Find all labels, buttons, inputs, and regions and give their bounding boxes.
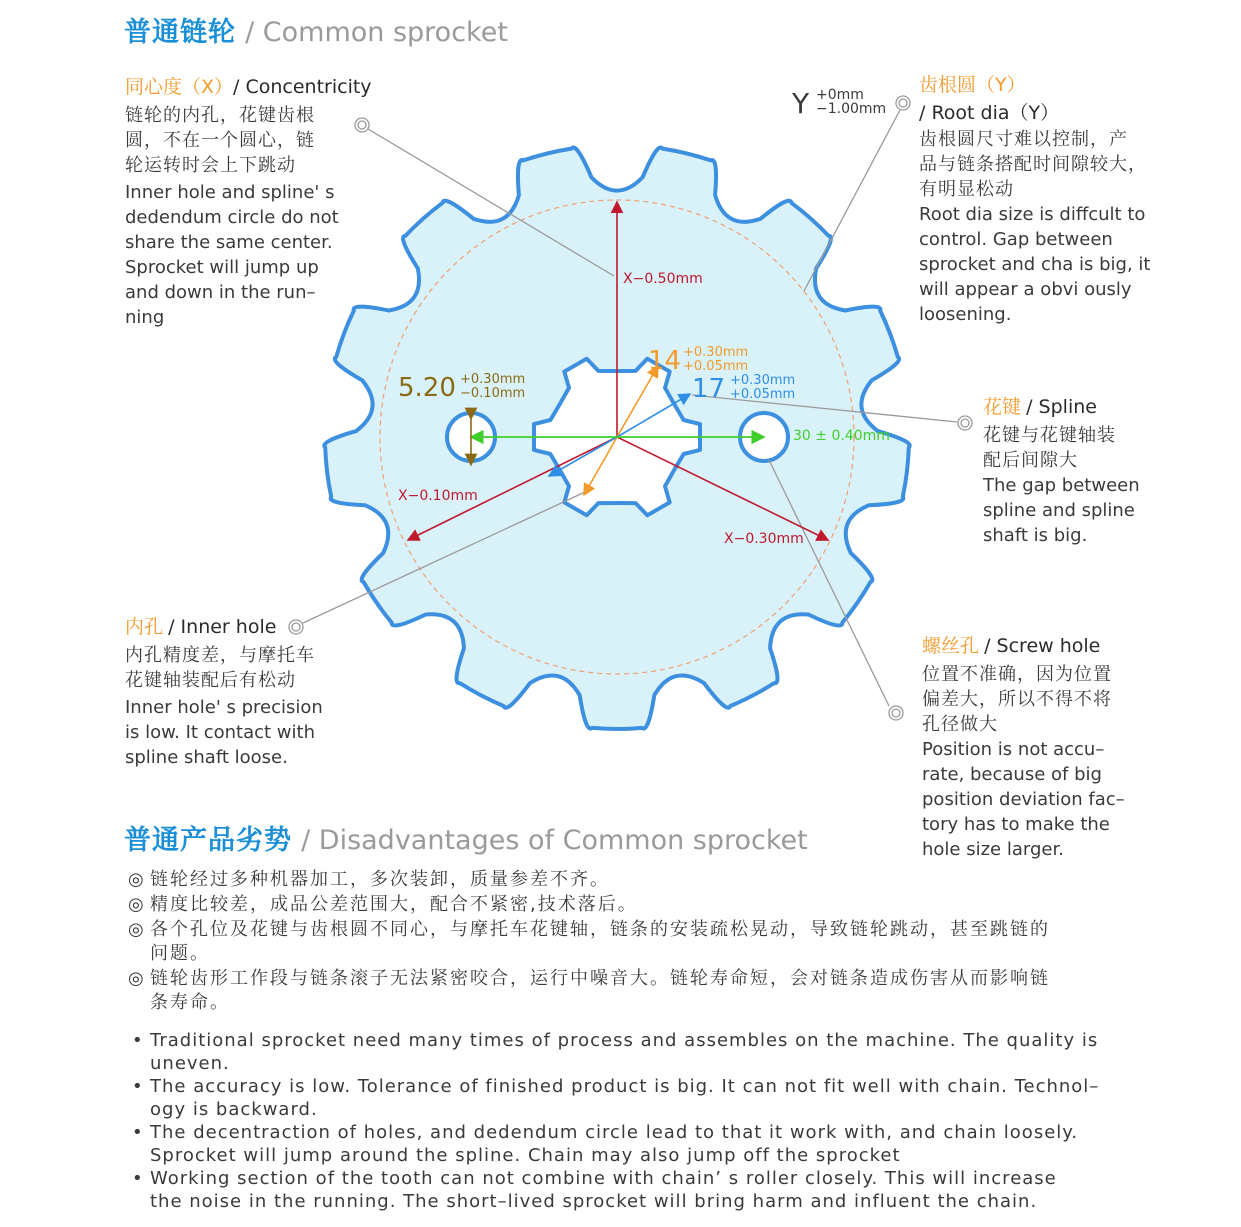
inner-hole-cn-line: 花键轴装配后有松动 — [125, 670, 296, 691]
screw-hole-en-line: position deviation fac– — [922, 789, 1125, 810]
disadvantages-en-list — [132, 1029, 1162, 1213]
inner-hole-en-line: is low. It contact with — [125, 722, 315, 743]
label-dim-14-upper: +0.30mm — [683, 345, 749, 360]
label-dim-14: 14 — [648, 346, 682, 376]
inner-hole-cn-line: 内孔精度差，与摩托车 — [125, 645, 315, 666]
bullet-dot-icon: • — [132, 1030, 144, 1051]
screw-hole-cn-line: 孔径做大 — [922, 714, 998, 735]
bullet-dot-icon: • — [132, 1076, 144, 1097]
screw-hole-cn-line: 位置不准确，因为位置 — [922, 664, 1112, 685]
disadv-cn-line: 各个孔位及花键与齿根圆不同心，与摩托车花键轴，链条的安装疏松晃动，导致链轮跳动，甚至跳链的 — [150, 919, 1050, 940]
disadv-en-line: Sprocket will jump around the spline. Chain may also jump off the sprocket — [150, 1145, 901, 1166]
screw-hole-en-line: Position is not accu– — [922, 739, 1105, 760]
list-item — [132, 1075, 1162, 1121]
root-dia-en-line: loosening. — [919, 304, 1012, 325]
screw-hole-en-line: tory has to make the — [922, 814, 1110, 835]
disadv-en-line: The decentraction of holes, and dedendum circle lead to that it work with, and chain loosely. — [150, 1122, 1079, 1143]
list-item — [132, 1167, 1162, 1213]
bullet-circle-icon: ◎ — [128, 894, 146, 915]
disadv-cn-line: 问题。 — [150, 943, 210, 964]
label-dim-17-lower: +0.05mm — [730, 387, 796, 402]
screw-hole-en-line: rate, because of big — [922, 764, 1102, 785]
concentricity-en-line: share the same center. — [125, 232, 333, 253]
spline-en-line: The gap between — [983, 475, 1140, 496]
screw-hole-label-en: / Screw hole — [984, 635, 1101, 657]
disadv-en-line: ogy is backward. — [150, 1099, 318, 1120]
screw-hole-cn-line: 偏差大，所以不得不将 — [922, 689, 1112, 710]
spline-en-line: spline and spline — [983, 500, 1135, 521]
bullet-circle-icon: ◎ — [128, 968, 146, 989]
disadv-cn-line: 精度比较差，成品公差范围大，配合不紧密,技术落后。 — [150, 894, 638, 915]
page-title-en: / Common sprocket — [245, 17, 508, 48]
concentricity-label-cn: 同心度（X） — [125, 76, 234, 98]
disadvantages-title-cn: 普通产品劣势 — [124, 825, 292, 856]
disadvantages-title-en: / Disadvantages of Common sprocket — [301, 825, 808, 856]
spline-cn-line: 配后间隙大 — [983, 450, 1078, 471]
label-y-symbol: Y — [792, 87, 810, 120]
concentricity-en-line: ning — [125, 307, 165, 328]
concentricity-en-line: and down in the run– — [125, 282, 316, 303]
disadv-cn-line: 链轮经过多种机器加工，多次装卸，质量参差不齐。 — [150, 869, 610, 890]
label-dim-14-lower: +0.05mm — [683, 359, 749, 374]
root-dia-cn-line: 齿根圆尺寸难以控制，产 — [919, 129, 1128, 150]
disadvantages-cn-list — [128, 868, 1158, 1015]
root-dia-en-line: control. Gap between — [919, 229, 1113, 250]
concentricity-cn-line: 圆，不在一个圆心，链 — [125, 130, 315, 151]
spline-cn-line: 花键与花键轴装 — [983, 425, 1116, 446]
list-item — [128, 893, 1158, 917]
root-dia-cn-line: 品与链条搭配时间隙较大， — [919, 154, 1147, 175]
label-dim-520: 5.20 — [398, 373, 456, 403]
root-dia-en-line: Root dia size is diffcult to — [919, 204, 1146, 225]
concentricity-en-line: dedendum circle do not — [125, 207, 339, 228]
disadv-en-line: the noise in the running. The short–lived sprocket will bring harm and influent the chain. — [150, 1191, 1038, 1212]
page-title-cn: 普通链轮 — [124, 17, 236, 48]
root-dia-en-line: will appear a obvi ously — [919, 279, 1132, 300]
label-dim-17-upper: +0.30mm — [730, 373, 796, 388]
screw-hole-en-line: hole size larger. — [922, 839, 1064, 860]
label-dim-30: 30 ± 0.40mm — [793, 428, 890, 444]
root-dia-en-line: sprocket and cha is big, it — [919, 254, 1151, 275]
bullet-circle-icon: ◎ — [128, 919, 146, 940]
disadv-cn-line: 链轮齿形工作段与链条滚子无法紧密咬合，运行中噪音大。链轮寿命短，会对链条造成伤害从而影响链 — [150, 968, 1050, 989]
list-item — [128, 868, 1158, 892]
screw-hole-label-cn: 螺丝孔 — [922, 635, 980, 657]
list-item — [128, 967, 1158, 1015]
disadv-en-line: The accuracy is low. Tolerance of finished product is big. It can not fit well with chain. Technol– — [150, 1076, 1100, 1097]
label-x-top: X−0.50mm — [623, 271, 703, 287]
label-x-right: X−0.30mm — [724, 531, 804, 547]
root-dia-label-cn: 齿根圆（Y） — [919, 74, 1026, 96]
root-dia-block — [919, 70, 1239, 327]
concentricity-en-line: Sprocket will jump up — [125, 257, 319, 278]
inner-hole-label-cn: 内孔 — [125, 616, 164, 638]
spline-block — [983, 392, 1223, 548]
inner-hole-label-en: / Inner hole — [168, 616, 277, 638]
concentricity-cn-line: 轮运转时会上下跳动 — [125, 155, 296, 176]
disadv-en-line: Working section of the tooth can not combine with chain’ s roller closely. This will increase — [150, 1168, 1057, 1189]
root-dia-label-en: / Root dia（Y） — [919, 102, 1060, 124]
bullet-dot-icon: • — [132, 1168, 144, 1189]
spline-label-cn: 花键 — [983, 396, 1022, 418]
concentricity-label-en: / Concentricity — [233, 76, 372, 98]
disadv-en-line: uneven. — [150, 1053, 230, 1074]
list-item — [128, 918, 1158, 966]
label-dim-520-lower: −0.10mm — [460, 386, 526, 401]
bullet-circle-icon: ◎ — [128, 869, 146, 890]
concentricity-block — [125, 72, 372, 330]
label-x-left: X−0.10mm — [398, 488, 478, 504]
label-dim-520-upper: +0.30mm — [460, 372, 526, 387]
label-y-upper: +0mm — [816, 87, 864, 103]
spline-en-line: shaft is big. — [983, 525, 1088, 546]
inner-hole-en-line: Inner hole' s precision — [125, 697, 323, 718]
root-dia-cn-line: 有明显松动 — [919, 179, 1014, 200]
inner-hole-en-line: spline shaft loose. — [125, 747, 288, 768]
screw-hole-block — [922, 631, 1162, 862]
spline-label-en: / Spline — [1026, 396, 1097, 418]
disadv-cn-line: 条寿命。 — [150, 992, 230, 1013]
list-item — [132, 1029, 1162, 1075]
list-item — [132, 1121, 1162, 1167]
concentricity-cn-line: 链轮的内孔，花键齿根 — [125, 105, 315, 126]
disadv-en-line: Traditional sprocket need many times of process and assembles on the machine. The quality is — [150, 1030, 1099, 1051]
bullet-dot-icon: • — [132, 1122, 144, 1143]
inner-hole-block — [125, 612, 365, 770]
disadvantages-title — [124, 818, 808, 857]
label-dim-17: 17 — [692, 374, 726, 404]
label-y-lower: −1.00mm — [816, 101, 887, 117]
concentricity-en-line: Inner hole and spline' s — [125, 182, 335, 203]
